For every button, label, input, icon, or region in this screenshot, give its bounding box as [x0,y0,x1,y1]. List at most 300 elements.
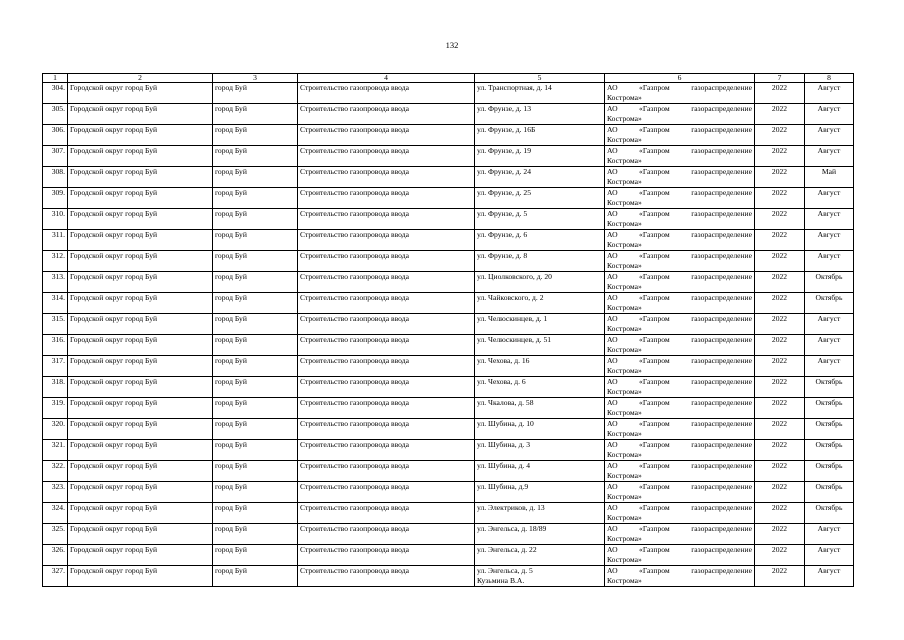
organization-word: АО [607,566,618,575]
address-line: ул. Челюскинцев, д. 1 [477,314,548,323]
organization-cell [605,167,755,188]
organization-word: «Газпром [639,188,670,197]
month-cell: Август [805,524,854,545]
month-cell: Октябрь [805,482,854,503]
organization-line-2: Кострома» [607,218,642,228]
locality-cell: город Буй [213,314,298,335]
organization-word: АО [607,188,618,197]
organization-line-2: Кострома» [607,533,642,543]
address-note: Кузьмина В.А. [477,575,525,585]
organization-word: газораспределение [691,188,752,197]
organization-word: газораспределение [691,377,752,386]
table-row [43,419,854,440]
organization-word: «Газпром [639,398,670,407]
work-cell: Строительство газопровода ввода [298,482,475,503]
table-row [43,314,854,335]
district-cell: Городской округ город Буй [68,314,213,335]
organization-line-2: Кострома» [607,260,642,270]
locality-cell: город Буй [213,293,298,314]
organization-word: газораспределение [691,314,752,323]
organization-cell [605,440,755,461]
table-row [43,482,854,503]
district-cell: Городской округ город Буй [68,482,213,503]
organization-word: АО [607,104,618,113]
organization-word: газораспределение [691,251,752,260]
month-cell: Октябрь [805,503,854,524]
organization-cell [605,230,755,251]
column-header: 7 [755,74,805,83]
organization-cell [605,461,755,482]
work-cell: Строительство газопровода ввода [298,335,475,356]
locality-cell: город Буй [213,419,298,440]
locality-cell: город Буй [213,125,298,146]
organization-line-2: Кострома» [607,470,642,480]
row-number: 311. [43,230,68,251]
table-row [43,503,854,524]
organization-word: «Газпром [639,545,670,554]
organization-word: АО [607,209,618,218]
locality-cell: город Буй [213,524,298,545]
organization-word: «Газпром [639,293,670,302]
organization-line-1 [607,419,752,429]
work-cell: Строительство газопровода ввода [298,293,475,314]
year-cell: 2022 [755,125,805,146]
organization-line-2: Кострома» [607,386,642,396]
month-cell: Август [805,83,854,104]
table-row [43,335,854,356]
month-cell: Август [805,335,854,356]
organization-word: газораспределение [691,356,752,365]
address-cell [475,209,605,230]
row-number: 314. [43,293,68,314]
row-number: 304. [43,83,68,104]
row-number: 308. [43,167,68,188]
year-cell: 2022 [755,167,805,188]
organization-word: АО [607,356,618,365]
table-row [43,398,854,419]
table-row [43,440,854,461]
row-number: 317. [43,356,68,377]
locality-cell: город Буй [213,377,298,398]
column-header: 1 [43,74,68,83]
organization-word: «Газпром [639,314,670,323]
organization-line-1 [607,377,752,387]
organization-word: АО [607,419,618,428]
organization-cell [605,293,755,314]
organization-cell [605,419,755,440]
row-number: 309. [43,188,68,209]
organization-word: газораспределение [691,104,752,113]
address-cell [475,167,605,188]
organization-cell [605,377,755,398]
organization-line-1 [607,524,752,534]
address-line: ул. Чайковского, д. 2 [477,293,544,302]
address-cell [475,482,605,503]
organization-word: «Газпром [639,377,670,386]
organization-word: газораспределение [691,125,752,134]
address-line: ул. Фрунзе, д. 13 [477,104,532,113]
organization-word: АО [607,398,618,407]
month-cell: Август [805,104,854,125]
organization-line-2: Кострома» [607,134,642,144]
month-cell: Август [805,188,854,209]
district-cell: Городской округ город Буй [68,125,213,146]
address-line: ул. Энгельса, д. 5 [477,566,533,575]
column-number-row [43,74,854,83]
organization-word: «Газпром [639,503,670,512]
organization-line-2: Кострома» [607,449,642,459]
organization-word: «Газпром [639,335,670,344]
locality-cell: город Буй [213,482,298,503]
address-cell [475,440,605,461]
organization-line-2: Кострома» [607,281,642,291]
month-cell: Октябрь [805,419,854,440]
year-cell: 2022 [755,503,805,524]
organization-line-1 [607,209,752,219]
table-row [43,230,854,251]
organization-word: «Газпром [639,125,670,134]
work-cell: Строительство газопровода ввода [298,188,475,209]
month-cell: Август [805,314,854,335]
organization-word: «Газпром [639,230,670,239]
address-cell [475,356,605,377]
address-line: ул. Чехова, д. 16 [477,356,530,365]
address-cell [475,125,605,146]
organization-line-1 [607,83,752,93]
row-number: 321. [43,440,68,461]
year-cell: 2022 [755,566,805,587]
organization-line-1 [607,440,752,450]
row-number: 318. [43,377,68,398]
row-number: 320. [43,419,68,440]
locality-cell: город Буй [213,461,298,482]
address-cell [475,83,605,104]
district-cell: Городской округ город Буй [68,524,213,545]
organization-line-1 [607,293,752,303]
organization-word: «Газпром [639,272,670,281]
organization-word: «Газпром [639,419,670,428]
work-cell: Строительство газопровода ввода [298,230,475,251]
district-cell: Городской округ город Буй [68,83,213,104]
organization-line-2: Кострома» [607,113,642,123]
organization-line-1 [607,314,752,324]
table-row [43,251,854,272]
district-cell: Городской округ город Буй [68,356,213,377]
organization-line-1 [607,251,752,261]
work-cell: Строительство газопровода ввода [298,272,475,293]
work-cell: Строительство газопровода ввода [298,104,475,125]
year-cell: 2022 [755,482,805,503]
address-line: ул. Фрунзе, д. 8 [477,251,528,260]
year-cell: 2022 [755,419,805,440]
organization-word: «Газпром [639,209,670,218]
organization-line-2: Кострома» [607,197,642,207]
row-number: 306. [43,125,68,146]
address-line: ул. Шубина, д. 3 [477,440,531,449]
locality-cell: город Буй [213,272,298,293]
row-number: 322. [43,461,68,482]
organization-word: «Газпром [639,251,670,260]
locality-cell: город Буй [213,566,298,587]
organization-word: АО [607,125,618,134]
address-cell [475,272,605,293]
organization-word: «Газпром [639,83,670,92]
organization-word: АО [607,230,618,239]
organization-word: газораспределение [691,545,752,554]
organization-word: газораспределение [691,293,752,302]
table-row [43,356,854,377]
work-cell: Строительство газопровода ввода [298,146,475,167]
address-cell [475,503,605,524]
organization-word: «Газпром [639,461,670,470]
address-line: ул. Фрунзе, д. 6 [477,230,528,239]
month-cell: Август [805,251,854,272]
organization-word: газораспределение [691,524,752,533]
organization-line-1 [607,503,752,513]
district-cell: Городской округ город Буй [68,545,213,566]
address-cell [475,293,605,314]
organization-word: газораспределение [691,167,752,176]
organization-word: АО [607,461,618,470]
month-cell: Октябрь [805,398,854,419]
organization-word: «Газпром [639,356,670,365]
organization-word: газораспределение [691,482,752,491]
work-cell: Строительство газопровода ввода [298,125,475,146]
organization-line-2: Кострома» [607,554,642,564]
table-row [43,461,854,482]
organization-line-1 [607,398,752,408]
district-cell: Городской округ город Буй [68,104,213,125]
organization-word: газораспределение [691,503,752,512]
table-row [43,272,854,293]
organization-cell [605,104,755,125]
month-cell: Октябрь [805,272,854,293]
work-cell: Строительство газопровода ввода [298,356,475,377]
year-cell: 2022 [755,272,805,293]
row-number: 323. [43,482,68,503]
work-cell: Строительство газопровода ввода [298,440,475,461]
column-header: 6 [605,74,755,83]
district-cell: Городской округ город Буй [68,503,213,524]
district-cell: Городской округ город Буй [68,209,213,230]
month-cell: Октябрь [805,440,854,461]
organization-word: АО [607,83,618,92]
organization-word: «Газпром [639,482,670,491]
organization-line-1 [607,335,752,345]
work-cell: Строительство газопровода ввода [298,251,475,272]
table-body [43,83,854,587]
year-cell: 2022 [755,314,805,335]
organization-line-2: Кострома» [607,92,642,102]
organization-line-2: Кострома» [607,239,642,249]
year-cell: 2022 [755,188,805,209]
organization-word: АО [607,293,618,302]
organization-word: АО [607,377,618,386]
district-cell: Городской округ город Буй [68,335,213,356]
year-cell: 2022 [755,230,805,251]
organization-line-2: Кострома» [607,407,642,417]
month-cell: Октябрь [805,293,854,314]
district-cell: Городской округ город Буй [68,167,213,188]
address-line: ул. Шубина, д. 4 [477,461,531,470]
year-cell: 2022 [755,440,805,461]
row-number: 305. [43,104,68,125]
district-cell: Городской округ город Буй [68,377,213,398]
locality-cell: город Буй [213,230,298,251]
organization-cell [605,188,755,209]
district-cell: Городской округ город Буй [68,272,213,293]
organization-line-2: Кострома» [607,428,642,438]
organization-line-2: Кострома» [607,323,642,333]
address-cell [475,104,605,125]
year-cell: 2022 [755,293,805,314]
organization-cell [605,356,755,377]
month-cell: Август [805,230,854,251]
address-line: ул. Энгельса, д. 22 [477,545,537,554]
organization-word: АО [607,503,618,512]
address-line: ул. Чкалова, д. 58 [477,398,534,407]
district-cell: Городской округ город Буй [68,146,213,167]
column-header: 4 [298,74,475,83]
locality-cell: город Буй [213,209,298,230]
month-cell: Август [805,545,854,566]
organization-line-1 [607,272,752,282]
organization-cell [605,398,755,419]
organization-line-1 [607,104,752,114]
organization-line-1 [607,188,752,198]
row-number: 312. [43,251,68,272]
month-cell: Август [805,356,854,377]
organization-word: АО [607,251,618,260]
table-row [43,104,854,125]
address-cell [475,251,605,272]
address-cell [475,377,605,398]
year-cell: 2022 [755,461,805,482]
organization-word: газораспределение [691,83,752,92]
organization-word: газораспределение [691,230,752,239]
address-line: ул. Фрунзе, д. 24 [477,167,532,176]
month-cell: Август [805,209,854,230]
address-cell [475,230,605,251]
organization-line-1 [607,230,752,240]
year-cell: 2022 [755,356,805,377]
column-header: 8 [805,74,854,83]
table-row [43,377,854,398]
organization-line-2: Кострома» [607,344,642,354]
table-row [43,545,854,566]
organization-word: газораспределение [691,272,752,281]
organization-word: «Газпром [639,440,670,449]
table-row [43,146,854,167]
district-cell: Городской округ город Буй [68,419,213,440]
organization-word: газораспределение [691,461,752,470]
month-cell: Октябрь [805,377,854,398]
column-header: 3 [213,74,298,83]
month-cell: Октябрь [805,461,854,482]
organization-line-2: Кострома» [607,302,642,312]
locality-cell: город Буй [213,545,298,566]
address-line: ул. Фрунзе, д. 5 [477,209,528,218]
work-cell: Строительство газопровода ввода [298,83,475,104]
month-cell: Август [805,566,854,587]
locality-cell: город Буй [213,167,298,188]
locality-cell: город Буй [213,356,298,377]
year-cell: 2022 [755,398,805,419]
month-cell: Май [805,167,854,188]
row-number: 319. [43,398,68,419]
year-cell: 2022 [755,524,805,545]
organization-word: АО [607,440,618,449]
organization-word: АО [607,524,618,533]
organization-word: газораспределение [691,440,752,449]
district-cell: Городской округ город Буй [68,251,213,272]
row-number: 315. [43,314,68,335]
row-number: 316. [43,335,68,356]
year-cell: 2022 [755,377,805,398]
district-cell: Городской округ город Буй [68,566,213,587]
column-header: 2 [68,74,213,83]
organization-line-1 [607,146,752,156]
month-cell: Август [805,125,854,146]
year-cell: 2022 [755,251,805,272]
organization-line-1 [607,167,752,177]
organization-line-2: Кострома» [607,512,642,522]
organization-cell [605,209,755,230]
district-cell: Городской округ город Буй [68,398,213,419]
column-header: 5 [475,74,605,83]
organization-cell [605,335,755,356]
organization-word: АО [607,167,618,176]
organization-line-1 [607,545,752,555]
organization-line-2: Кострома» [607,155,642,165]
organization-word: АО [607,545,618,554]
address-line: ул. Челюскинцев, д. 51 [477,335,552,344]
address-cell [475,398,605,419]
district-cell: Городской округ город Буй [68,188,213,209]
month-cell: Август [805,146,854,167]
row-number: 326. [43,545,68,566]
address-cell [475,566,605,587]
address-cell [475,419,605,440]
address-line: ул. Транспортная, д. 14 [477,83,552,92]
row-number: 325. [43,524,68,545]
organization-line-1 [607,125,752,135]
organization-word: газораспределение [691,146,752,155]
work-cell: Строительство газопровода ввода [298,545,475,566]
organization-line-2: Кострома» [607,575,642,585]
address-cell [475,314,605,335]
address-line: ул. Электриков, д. 13 [477,503,545,512]
table-row [43,524,854,545]
organization-cell [605,566,755,587]
organization-line-1 [607,482,752,492]
organization-word: АО [607,335,618,344]
organization-word: газораспределение [691,209,752,218]
locality-cell: город Буй [213,398,298,419]
work-cell: Строительство газопровода ввода [298,419,475,440]
work-cell: Строительство газопровода ввода [298,377,475,398]
year-cell: 2022 [755,146,805,167]
row-number: 307. [43,146,68,167]
organization-cell [605,482,755,503]
organization-line-1 [607,461,752,471]
year-cell: 2022 [755,83,805,104]
table-row [43,125,854,146]
organization-cell [605,545,755,566]
gasification-schedule-table [42,73,854,587]
year-cell: 2022 [755,335,805,356]
organization-word: газораспределение [691,398,752,407]
